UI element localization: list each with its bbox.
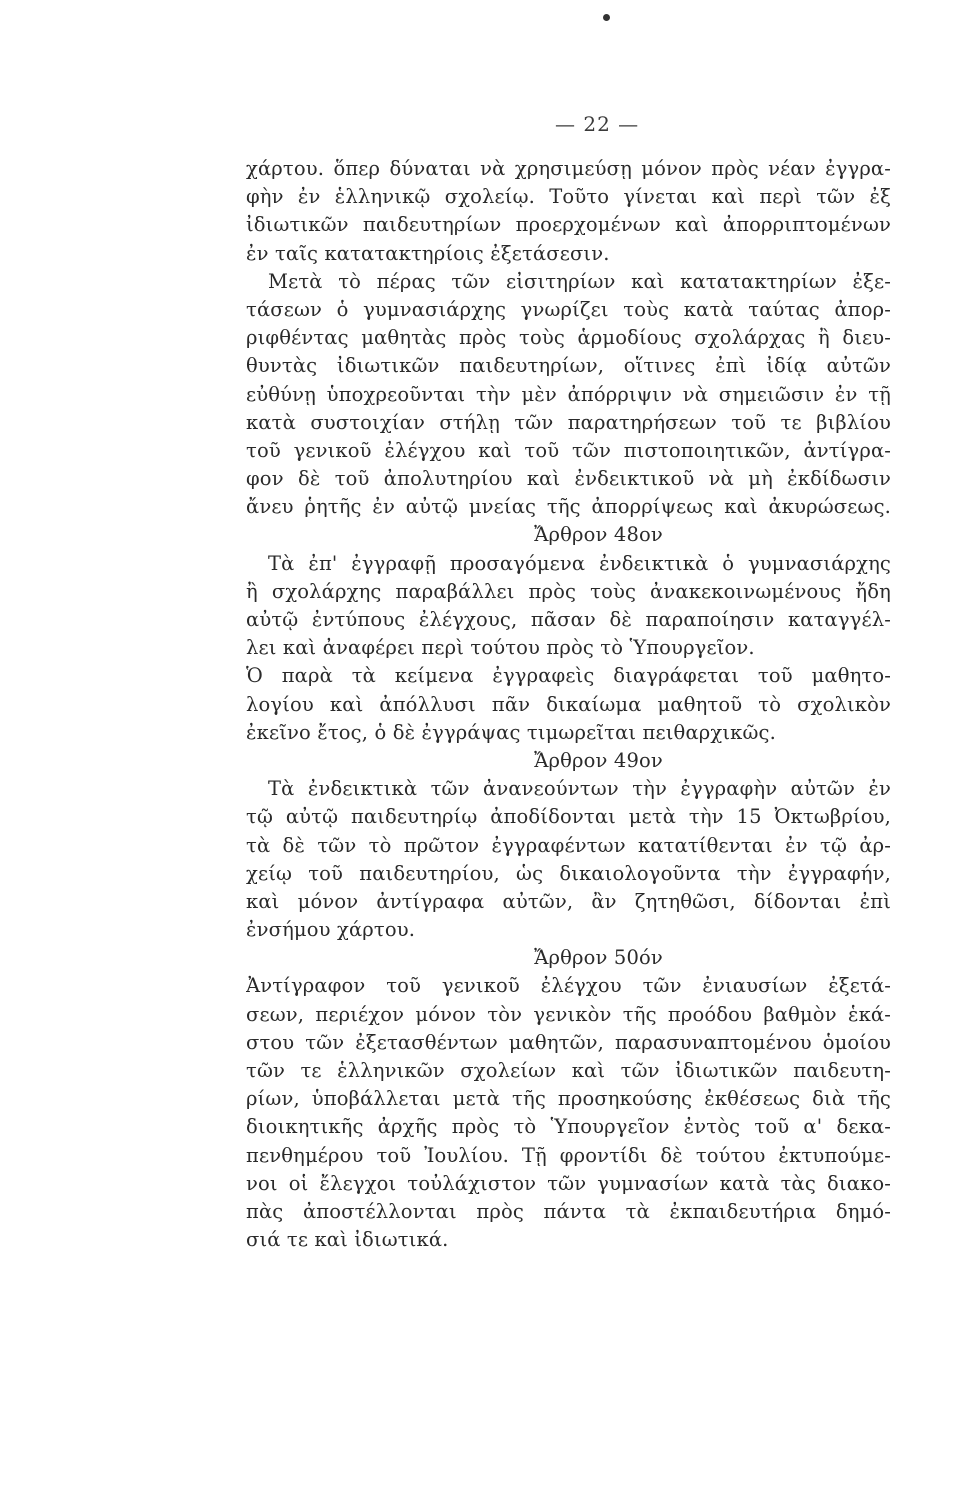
text-line: εὐθύνῃ ὑποχρεοῦνται τὴν μὲν ἀπόρριψιν νὰ σημειῶσιν ἐν τῇ	[246, 382, 891, 406]
text-line: χάρτου. ὅπερ δύναται νὰ χρησιμεύσῃ μόνον πρὸς νέαν ἐγγρα-	[246, 157, 891, 180]
text-line: ρίων, ὑποβάλλεται μετὰ τῆς προσηκούσης ἐκθέσεως διὰ τῆς	[246, 1087, 891, 1111]
text-line: αὐτῷ ἐντύπους ἐλέγχους, πᾶσαν δὲ παραποίησιν καταγγέλ-	[246, 608, 891, 631]
text-line: Ὁ παρὰ τὰ κείμενα ἐγγραφεὶς διαγράφεται τοῦ μαθητο-	[246, 664, 891, 688]
article-heading: Ἄρθρον 49ον	[534, 748, 663, 772]
text-line: Μετὰ τὸ πέρας τῶν εἰσιτηρίων καὶ κατατακτηρίων ἐξε-	[268, 269, 891, 293]
text-line: καὶ μόνον ἀντίγραφα αὐτῶν, ἂν ζητηθῶσι, δίδονται ἐπὶ	[246, 889, 891, 913]
text-line: λογίου καὶ ἀπόλλυσι πᾶν δικαίωμα μαθητοῦ τὸ σχολικὸν	[246, 692, 891, 716]
text-line: Τὰ ἐνδεικτικὰ τῶν ἀνανεούντων τὴν ἐγγραφὴν αὐτῶν ἐν	[268, 777, 891, 801]
text-line: στου τῶν ἐξετασθέντων μαθητῶν, παρασυναπτομένου ὁμοίου	[246, 1030, 891, 1054]
text-line: ἄνευ ῥητῆς ἐν αὐτῷ μνείας τῆς ἀπορρίψεως καὶ ἀκυρώσεως.	[246, 495, 891, 519]
text-line: φον δὲ τοῦ ἀπολυτηρίου καὶ ἐνδεικτικοῦ νὰ μὴ ἐκδίδωσιν	[246, 467, 891, 491]
text-line: πὰς ἀποστέλλονται πρὸς πάντα τὰ ἐκπαιδευτήρια δημό-	[246, 1199, 891, 1223]
text-line: χείῳ τοῦ παιδευτηρίου, ὡς δικαιολογοῦντα τὴν ἐγγραφήν,	[246, 861, 891, 885]
text-line: πενθημέρου τοῦ Ἰουλίου. Τῇ φροντίδι δὲ τούτου ἐκτυπούμε-	[246, 1143, 891, 1167]
ink-dot	[603, 14, 610, 21]
text-line: τῶν τε ἑλληνικῶν σχολείων καὶ τῶν ἰδιωτικῶν παιδευτη-	[246, 1059, 891, 1082]
text-line: σεων, περιέχον μόνον τὸν γενικὸν τῆς προόδου βαθμὸν ἑκά-	[246, 1002, 891, 1026]
text-line: σιά τε καὶ ἰδιωτικά.	[246, 1228, 449, 1252]
text-line: ἰδιωτικῶν παιδευτηρίων προερχομένων καὶ ἀπορριπτομένων	[246, 213, 891, 237]
text-line: Ἀντίγραφον τοῦ γενικοῦ ἐλέγχου τῶν ἐνιαυσίων ἐξετά-	[246, 974, 891, 998]
text-line: νοι οἱ ἔλεγχοι τοὐλάχιστον τῶν γυμνασίων κατὰ τὰς διακο-	[246, 1171, 891, 1195]
text-line: τὰ δὲ τῶν τὸ πρῶτον ἐγγραφέντων κατατίθενται ἐν τῷ ἀρ-	[246, 833, 891, 857]
text-line: ἐκεῖνο ἔτος, ὁ δὲ ἐγγράψας τιμωρεῖται πειθαρχικῶς.	[246, 720, 776, 744]
page-number: — 22 —	[555, 112, 640, 136]
text-line: τῷ αὐτῷ παιδευτηρίῳ ἀποδίδονται μετὰ τὴν 15 Ὀκτωβρίου,	[246, 805, 891, 829]
body-text	[246, 155, 891, 1254]
text-line: λει καὶ ἀναφέρει περὶ τούτου πρὸς τὸ Ὑπουργεῖον.	[246, 636, 755, 660]
text-line: Τὰ ἐπ' ἐγγραφῇ προσαγόμενα ἐνδεικτικὰ ὁ γυμνασιάρχης	[268, 551, 891, 575]
text-line: ἐν ταῖς κατατακτηρίοις ἐξετάσεσιν.	[246, 241, 610, 265]
text-line: φὴν ἐν ἑλληνικῷ σχολείῳ. Τοῦτο γίνεται καὶ περὶ τῶν ἐξ	[246, 185, 891, 209]
text-line: διοικητικῆς ἀρχῆς πρὸς τὸ Ὑπουργεῖον ἐντὸς τοῦ α' δεκα-	[246, 1115, 891, 1139]
text-line: θυντὰς ἰδιωτικῶν παιδευτηρίων, οἵτινες ἐπὶ ἰδίᾳ αὐτῶν	[246, 354, 891, 378]
text-line: ἢ σχολάρχης παραβάλλει πρὸς τοὺς ἀνακεκοινωμένους ἤδη	[246, 579, 891, 603]
article-heading: Ἄρθρον 50όν	[534, 946, 663, 970]
text-line: ἐνσήμου χάρτου.	[246, 918, 416, 942]
article-heading: Ἄρθρον 48ον	[534, 523, 663, 547]
text-line: τάσεων ὁ γυμνασιάρχης γνωρίζει τοὺς κατὰ ταύτας ἀπορ-	[246, 297, 891, 321]
text-line: ριφθέντας μαθητὰς πρὸς τοὺς ἁρμοδίους σχολάρχας ἢ διευ-	[246, 326, 891, 350]
text-line: κατὰ συστοιχίαν στήλῃ τῶν παρατηρήσεων τοῦ τε βιβλίου	[246, 410, 891, 434]
text-line: τοῦ γενικοῦ ἐλέγχου καὶ τοῦ τῶν πιστοποιητικῶν, ἀντίγρα-	[246, 438, 891, 462]
